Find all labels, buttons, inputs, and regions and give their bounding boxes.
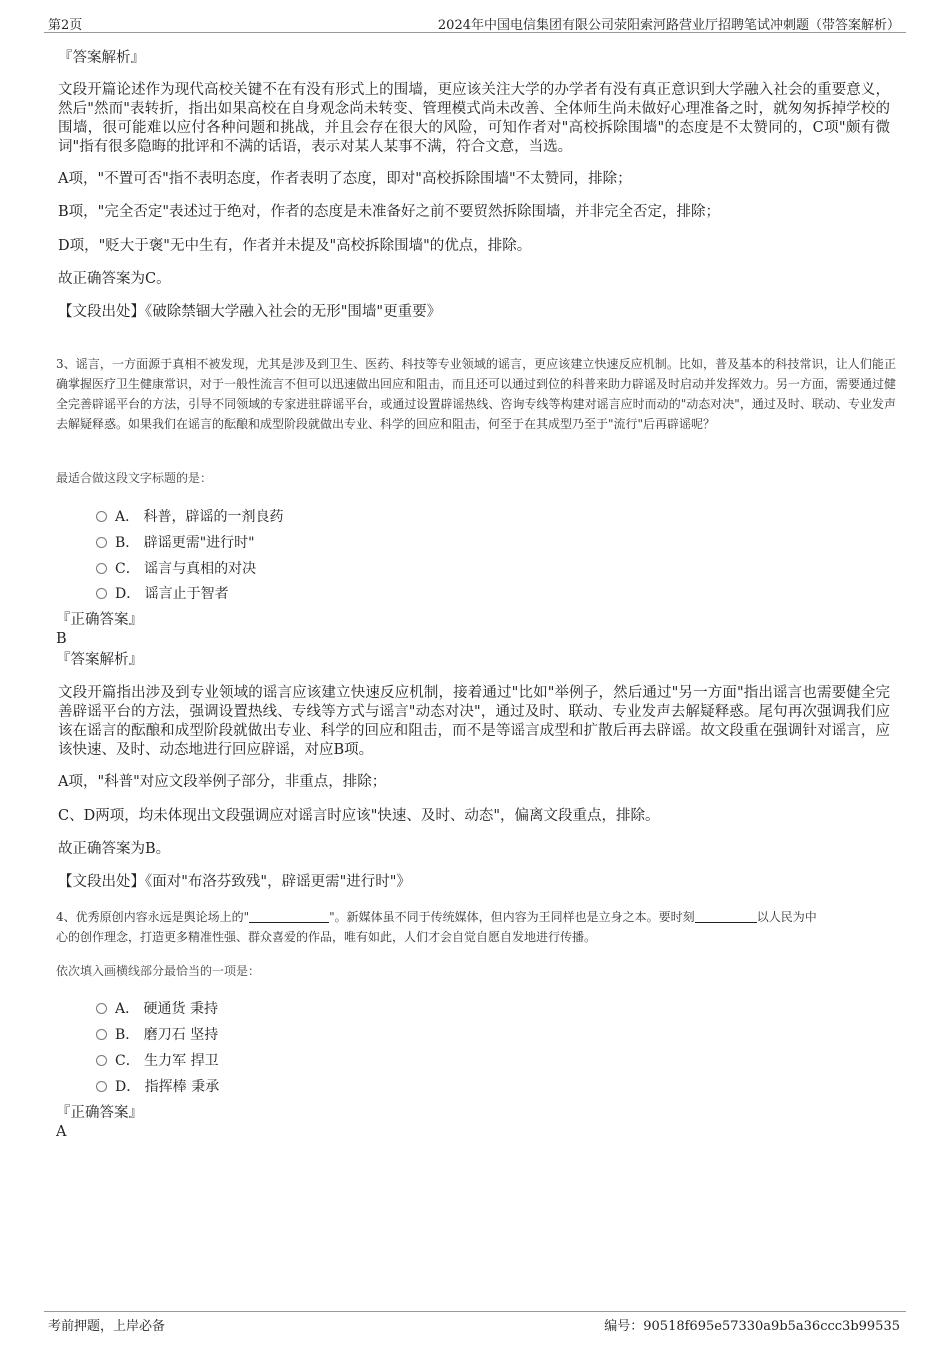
q3-source: 【文段出处】《面对"布洛芬致残"，辟谣更需"进行时"》 xyxy=(58,874,411,890)
q3-option-b[interactable]: B． 辟谣更需"进行时" xyxy=(96,532,255,552)
radio-icon[interactable] xyxy=(96,1081,107,1092)
radio-icon[interactable] xyxy=(96,537,107,548)
page-header xyxy=(44,10,906,33)
document-title: 2024年中国电信集团有限公司荥阳索河路营业厅招聘笔试冲刺题（带答案解析） xyxy=(437,18,900,33)
q3-option-c[interactable]: C． 谣言与真相的对决 xyxy=(96,558,256,578)
q3-prompt: 最适合做这段文字标题的是： xyxy=(56,471,213,485)
q2-option-d-explanation: D项，"贬大于褒"无中生有，作者并未提及"高校拆除围墙"的优点，排除。 xyxy=(58,238,532,254)
radio-icon[interactable] xyxy=(96,1029,107,1040)
radio-icon[interactable] xyxy=(96,1055,107,1066)
q3-answer-label: 『正确答案』 xyxy=(56,612,143,628)
q3-analysis-label: 『答案解析』 xyxy=(56,652,143,668)
q2-analysis-label: 『答案解析』 xyxy=(58,50,145,66)
fill-blank-1[interactable] xyxy=(249,908,329,923)
q2-option-a-explanation: A项，"不置可否"指不表明态度，作者表明了态度，即对"高校拆除围墙"不太赞同，排除； xyxy=(58,171,632,187)
footer-slogan: 考前押题，上岸必备 xyxy=(48,1319,166,1334)
q3-option-a-explanation: A项，"科普"对应文段举例子部分，非重点，排除； xyxy=(58,774,387,790)
q2-option-b-explanation: B项，"完全否定"表述过于绝对，作者的态度是未准备好之前不要贸然拆除围墙，并非完全否定，排除； xyxy=(58,204,720,220)
q3-option-d[interactable]: D． 谣言止于智者 xyxy=(96,583,229,603)
q3-option-a[interactable]: A． 科普，辟谣的一剂良药 xyxy=(96,506,284,526)
q4-option-d[interactable]: D． 指挥棒 秉承 xyxy=(96,1076,219,1096)
q3-option-cd-explanation: C、D两项，均未体现出文段强调应对谣言时应该"快速、及时、动态"，偏离文段重点，排除。 xyxy=(58,808,660,824)
radio-icon[interactable] xyxy=(96,563,107,574)
q2-analysis-text: 文段开篇论述作为现代高校关键不在有没有形式上的围墙，更应该关注大学的办学者有没有真正意识到大学融入社会的重要意义，然后"然而"表转折，指出如果高校在自身观念尚未转变、管理模式尚未改善、全体师生尚未做好心理准备之时，就匆匆拆掉学校的围墙，很可能难以应付各种问题和挑战，并且会存在很大的风险，可知作者对"高校拆除围墙"的态度是不太赞同的，C项"颇有微词"指有很多隐晦的批评和不满的话语，表示对某人某事不满，符合文意，当选。 xyxy=(58,82,890,155)
q4-option-a[interactable]: A． 硬通货 秉持 xyxy=(96,998,218,1018)
page-footer xyxy=(44,1311,906,1342)
q3-answer: B xyxy=(56,631,67,647)
footer-serial-number: 编号：90518f695e57330a9b5a36ccc3b99535 xyxy=(604,1319,900,1334)
radio-icon[interactable] xyxy=(96,511,107,522)
q2-conclusion: 故正确答案为C。 xyxy=(58,271,171,287)
q3-analysis-text: 文段开篇指出涉及到专业领域的谣言应该建立快速反应机制，接着通过"比如"举例子，然后通过"另一方面"指出谣言也需要健全完善辟谣平台的方法，强调设置热线、专线等方式与谣言"动态对决"，通过及时、联动、专业发声去解疑释惑。尾句再次强调我们应该在谣言的酝酿和成型阶段就做出专业、科学的回应和阻击，而不是等谣言成型和扩散后再去辟谣。故文段重在强调针对谣言，应该快速、及时、动态地进行回应辟谣，对应B项。 xyxy=(58,685,890,758)
fill-blank-2[interactable] xyxy=(695,908,757,923)
q4-answer: A xyxy=(56,1124,67,1140)
q4-question-text: 4、优秀原创内容永远是舆论场上的" "。新媒体虽不同于传统媒体，但内容为王同样也是立身之本。要时刻 以人民为中 心的创作理念，打造更多精准性强、群众喜爱的作品，唯有如此，人们才会自觉自愿自发地进行传播。 xyxy=(56,910,817,944)
q4-option-c[interactable]: C． 生力军 捍卫 xyxy=(96,1050,219,1070)
q4-option-b[interactable]: B． 磨刀石 坚持 xyxy=(96,1024,218,1044)
page-number: 第2页 xyxy=(48,18,83,33)
radio-icon[interactable] xyxy=(96,588,107,599)
radio-icon[interactable] xyxy=(96,1003,107,1014)
q3-question-text: 3、谣言，一方面源于真相不被发现，尤其是涉及到卫生、医药、科技等专业领域的谣言，更应该建立快速反应机制。比如，普及基本的科技常识，让人们能正确掌握医疗卫生健康常识，对于一般性流言不但可以迅速做出回应和阻击，而且还可以通过到位的科普来助力辟谣及时启动并发挥效力。另一方面，需要通过健全完善辟谣平台的方法，引导不同领域的专家进驻辟谣平台，或通过设置辟谣热线、咨询专线等构建对谣言应时而动的"动态对决"，通过及时、联动、专业发声去解疑释惑。如果我们在谣言的酝酿和成型阶段就做出专业、科学的回应和阻击，何至于在其成型乃至于"流行"后再辟谣呢？ xyxy=(56,357,897,431)
q3-conclusion: 故正确答案为B。 xyxy=(58,841,171,857)
q2-source: 【文段出处】《破除禁锢大学融入社会的无形"围墙"更重要》 xyxy=(58,304,442,320)
q4-answer-label: 『正确答案』 xyxy=(56,1105,143,1121)
q4-prompt: 依次填入画横线部分最恰当的一项是： xyxy=(56,964,261,978)
